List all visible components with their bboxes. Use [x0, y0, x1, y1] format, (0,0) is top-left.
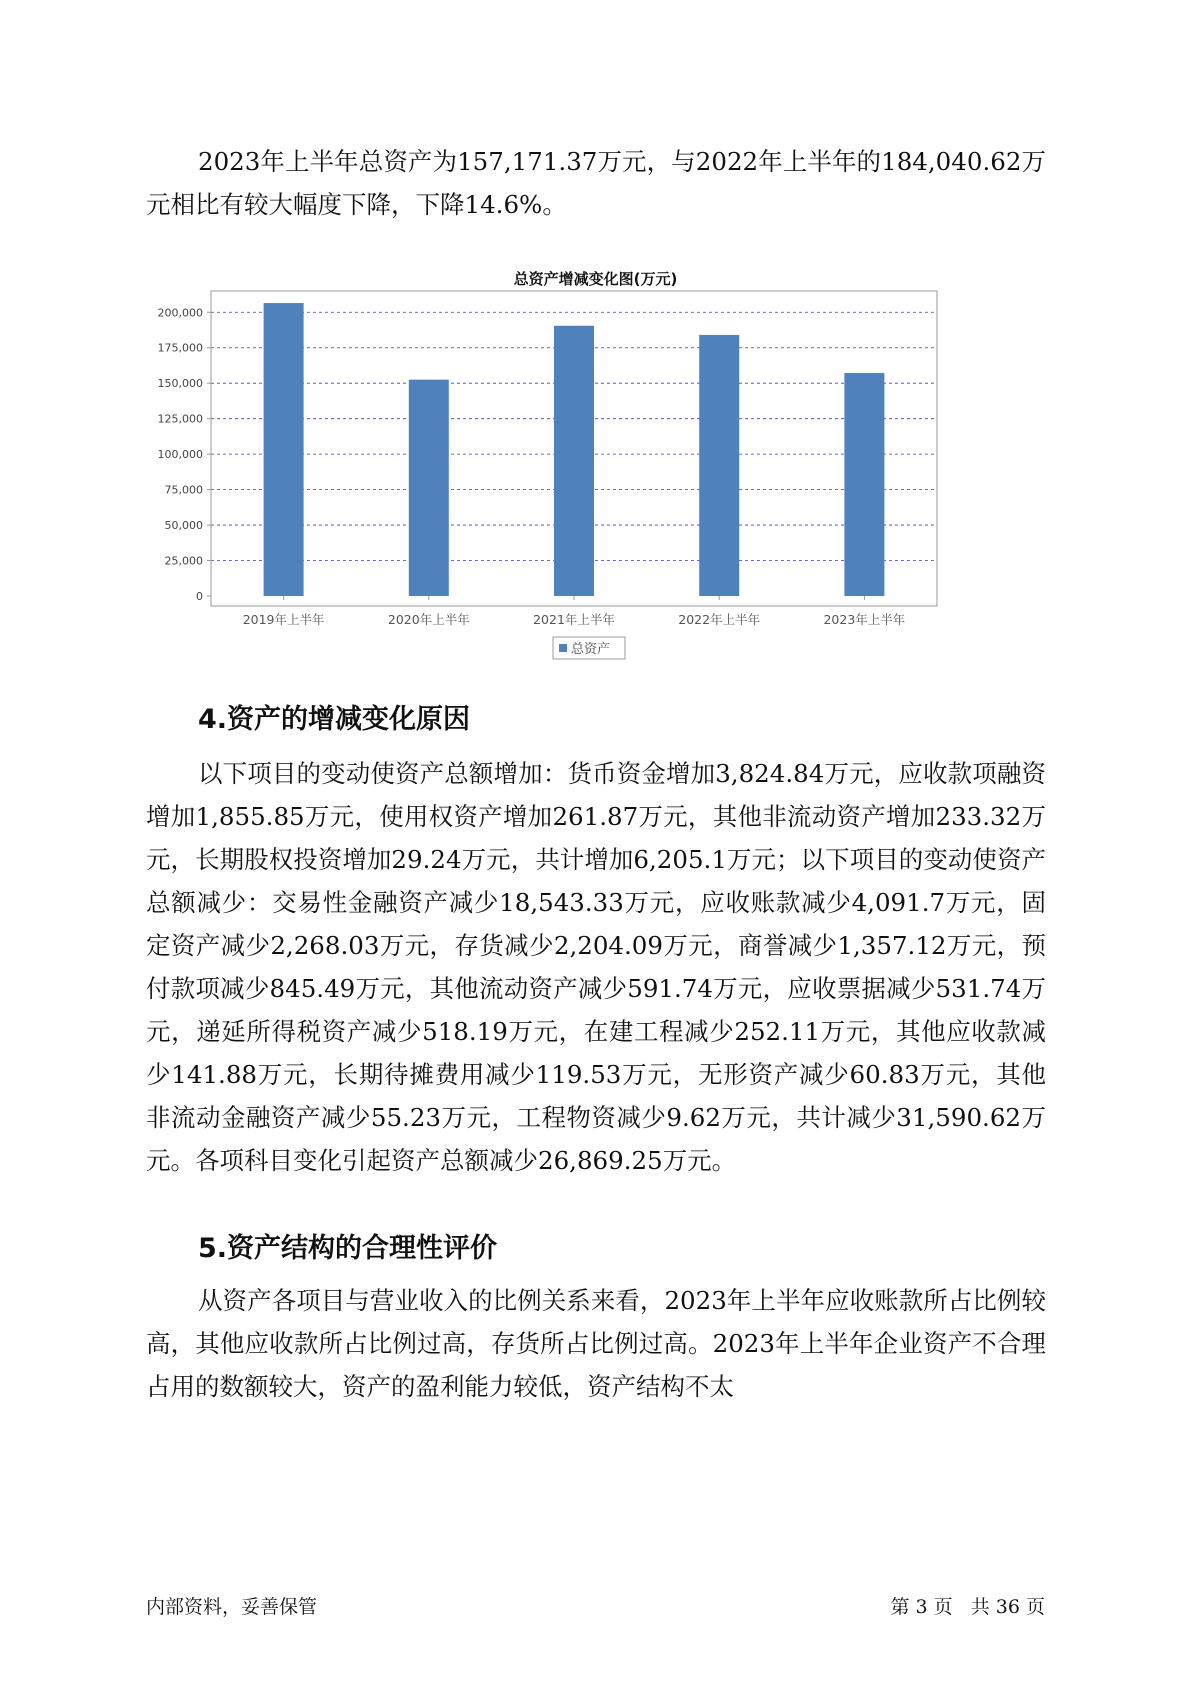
footer-confidential-note: 内部资料，妥善保管: [146, 1596, 318, 1618]
footer-page-number: 第 3 页 共 36 页: [890, 1596, 1045, 1618]
reasons-paragraph: 以下项目的变动使资产总额增加：货币资金增加3,824.84万元，应收款项融资增加1,855.85万元，使用权资产增加261.87万元，其他非流动资产增加233.32万元，长期股权投资增加29.24万元，共计增加6,205.1万元；以下项目的变动使资产总额减少：交易性金融资产减少18,543.33万元，应收账款减少4,091.7万元，固定资产减少2,268.03万元，存货减少2,204.09万元，商誉减少1,357.12万元，预付款项减少845.49万元，其他流动资产减少591.74万元，应收票据减少531.74万元，递延所得税资产减少518.19万元，在建工程减少252.11万元，其他应收款减少141.88万元，长期待摊费用减少119.53万元，无形资产减少60.83万元，其他非流动金融资产减少55.23万元，工程物资减少9.62万元，共计减少31,590.62万元。各项科目变化引起资产总额减少26,869.25万元。: [146, 759, 1046, 1175]
y-tick-label: 25,000: [164, 554, 203, 568]
x-tick-label: 2019年上半年: [242, 612, 325, 627]
chart-title: 总资产增减变化图(万元): [513, 270, 678, 288]
bar-total-assets: [409, 380, 449, 596]
y-tick-label: 125,000: [157, 412, 203, 426]
x-tick-label: 2023年上半年: [823, 612, 906, 627]
y-tick-label: 100,000: [157, 448, 203, 462]
legend-label: 总资产: [571, 642, 611, 657]
legend-swatch: [559, 644, 567, 652]
section-heading-5: 5.资产结构的合理性评价: [198, 1233, 498, 1264]
y-tick-label: 150,000: [157, 377, 203, 391]
total-assets-bar-chart: [0, 0, 1191, 720]
x-tick-label: 2020年上半年: [387, 612, 470, 627]
y-tick-label: 75,000: [164, 483, 203, 497]
bar-total-assets: [699, 335, 739, 596]
y-tick-label: 200,000: [157, 306, 203, 320]
x-tick-label: 2021年上半年: [533, 612, 615, 627]
section-heading-4: 4.资产的增减变化原因: [198, 704, 471, 735]
y-tick-label: 175,000: [157, 341, 203, 355]
bar-total-assets: [554, 326, 594, 596]
bar-total-assets: [844, 373, 884, 596]
y-tick-label: 50,000: [164, 519, 203, 533]
bar-total-assets: [264, 303, 304, 596]
intro-paragraph: 2023年上半年总资产为157,171.37万元，与2022年上半年的184,040.62万元相比有较大幅度下降，下降14.6%。: [146, 147, 1046, 219]
evaluation-paragraph: 从资产各项目与营业收入的比例关系来看，2023年上半年应收账款所占比例较高，其他应收款所占比例过高，存货所占比例过高。2023年上半年企业资产不合理占用的数额较大，资产的盈利能力较低，资产结构不太: [146, 1286, 1046, 1401]
y-tick-label: 0: [196, 590, 203, 603]
x-tick-label: 2022年上半年: [678, 612, 761, 627]
